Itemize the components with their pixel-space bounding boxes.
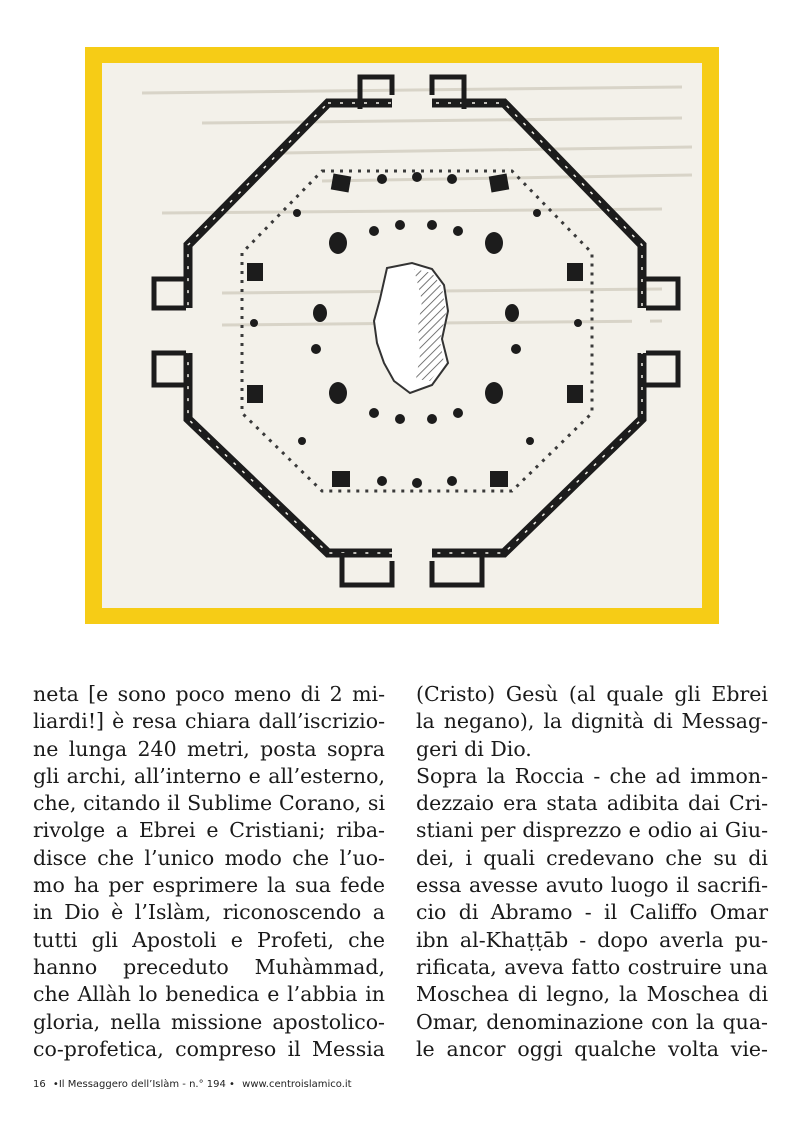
- text-line: rivolge a Ebrei e Cristiani; riba-: [33, 818, 385, 843]
- text-line: geri di Dio.: [416, 736, 532, 761]
- text-line: gli archi, all’interno e all’esterno,: [33, 763, 385, 788]
- page-number: 16: [33, 1079, 46, 1090]
- text-line: dezzaio era stata adibita dai Cri-: [416, 791, 768, 816]
- text-line: dei, i quali credevano che su di: [416, 845, 768, 870]
- text-line: mo ha per esprimere la sua fede: [33, 873, 385, 898]
- text-line: rificata, aveva fatto costruire una: [416, 954, 768, 979]
- text-line: cio di Abramo - il Califfo Omar: [416, 900, 768, 925]
- text-line: disce che l’unico modo che l’uo-: [33, 845, 385, 870]
- body-text-right-column: [416, 681, 768, 1063]
- text-line: gloria, nella missione apostolico-: [33, 1009, 385, 1034]
- text-line: che, citando il Sublime Corano, si: [33, 791, 385, 816]
- text-line: (Cristo) Gesù (al quale gli Ebrei: [416, 682, 768, 706]
- text-line: ibn al-Khaṭṭāb - dopo averla pu-: [416, 927, 768, 952]
- text-line: la negano), la dignità di Messag-: [416, 709, 768, 734]
- page-footer: [33, 1079, 356, 1090]
- text-line: Sopra la Roccia - che ad immon-: [416, 763, 768, 788]
- text-line: stiani per disprezzo e odio ai Giu-: [416, 818, 768, 843]
- text-line: che Allàh lo benedica e l’abbia in: [33, 982, 385, 1007]
- publication-name: •Il Messaggero dell’Islàm - n.° 194 •: [52, 1079, 235, 1090]
- text-line: co-profetica, compreso il Messia: [33, 1036, 385, 1061]
- text-line: liardi!] è resa chiara dall’iscrizio-: [33, 709, 385, 734]
- text-line: ne lunga 240 metri, posta sopra: [33, 736, 385, 761]
- text-line: essa avesse avuto luogo il sacrifi-: [416, 873, 768, 898]
- website-link[interactable]: www.centroislamico.it: [242, 1079, 352, 1090]
- text-line: in Dio è l’Islàm, riconoscendo a: [33, 900, 385, 925]
- text-line: neta [e sono poco meno di 2 mi-: [33, 682, 385, 706]
- octagonal-floor-plan-illustration: [102, 63, 702, 608]
- text-line: Omar, denominazione con la qua-: [416, 1009, 768, 1034]
- floor-plan-image: [102, 63, 702, 608]
- body-text-left-column: [33, 681, 385, 1063]
- text-line: tutti gli Apostoli e Profeti, che: [33, 927, 385, 952]
- text-line: Moschea di legno, la Moschea di: [416, 982, 768, 1007]
- floor-plan-figure: [85, 47, 719, 624]
- text-line: le ancor oggi qualche volta vie-: [416, 1036, 768, 1061]
- text-line: hanno preceduto Muhàmmad,: [33, 954, 385, 979]
